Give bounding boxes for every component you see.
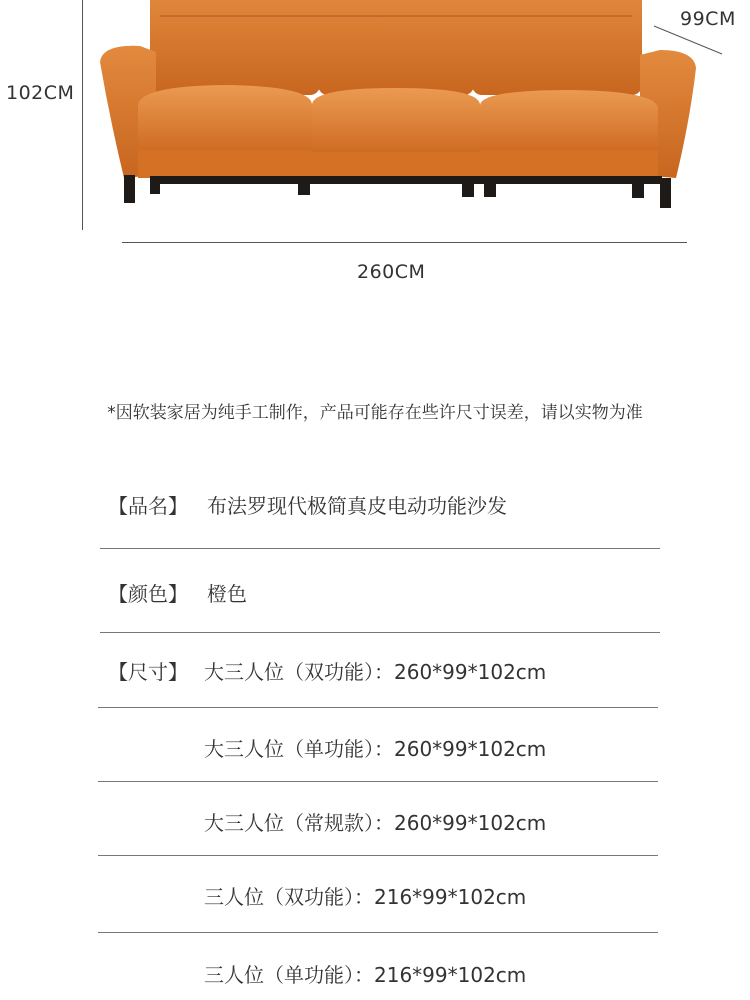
divider [100,632,660,633]
sofa-seat-cushions [138,85,658,178]
divider [100,548,660,549]
depth-dimension-label: 99CM [680,8,736,30]
divider [98,707,658,708]
width-dimension-line [122,242,687,243]
divider [98,932,658,933]
sofa-product-image [0,0,750,240]
divider [98,855,658,856]
size-disclaimer-note: *因软装家居为纯手工制作，产品可能存在些许尺寸误差，请以实物为准 [107,403,643,423]
sofa-backrest [150,0,642,95]
height-dimension-label: 102CM [6,82,75,104]
spec-value-name: 布法罗现代极简真皮电动功能沙发 [207,494,507,518]
spec-label-size: 【尺寸】 [108,660,188,684]
spec-label-name: 【品名】 [108,494,188,518]
spec-value-size: 三人位（单功能）：216*99*102cm [204,963,527,987]
sofa-legs [124,175,671,208]
spec-value-size: 大三人位（单功能）：260*99*102cm [204,737,547,761]
width-dimension-label: 260CM [357,261,426,283]
spec-value-size: 大三人位（常规款）：260*99*102cm [204,811,547,835]
height-dimension-line [82,0,83,230]
spec-label-color: 【颜色】 [108,582,188,606]
spec-value-size: 三人位（双功能）：216*99*102cm [204,885,527,909]
spec-value-size: 大三人位（双功能）：260*99*102cm [204,660,547,684]
divider [98,781,658,782]
spec-value-color: 橙色 [207,582,247,606]
